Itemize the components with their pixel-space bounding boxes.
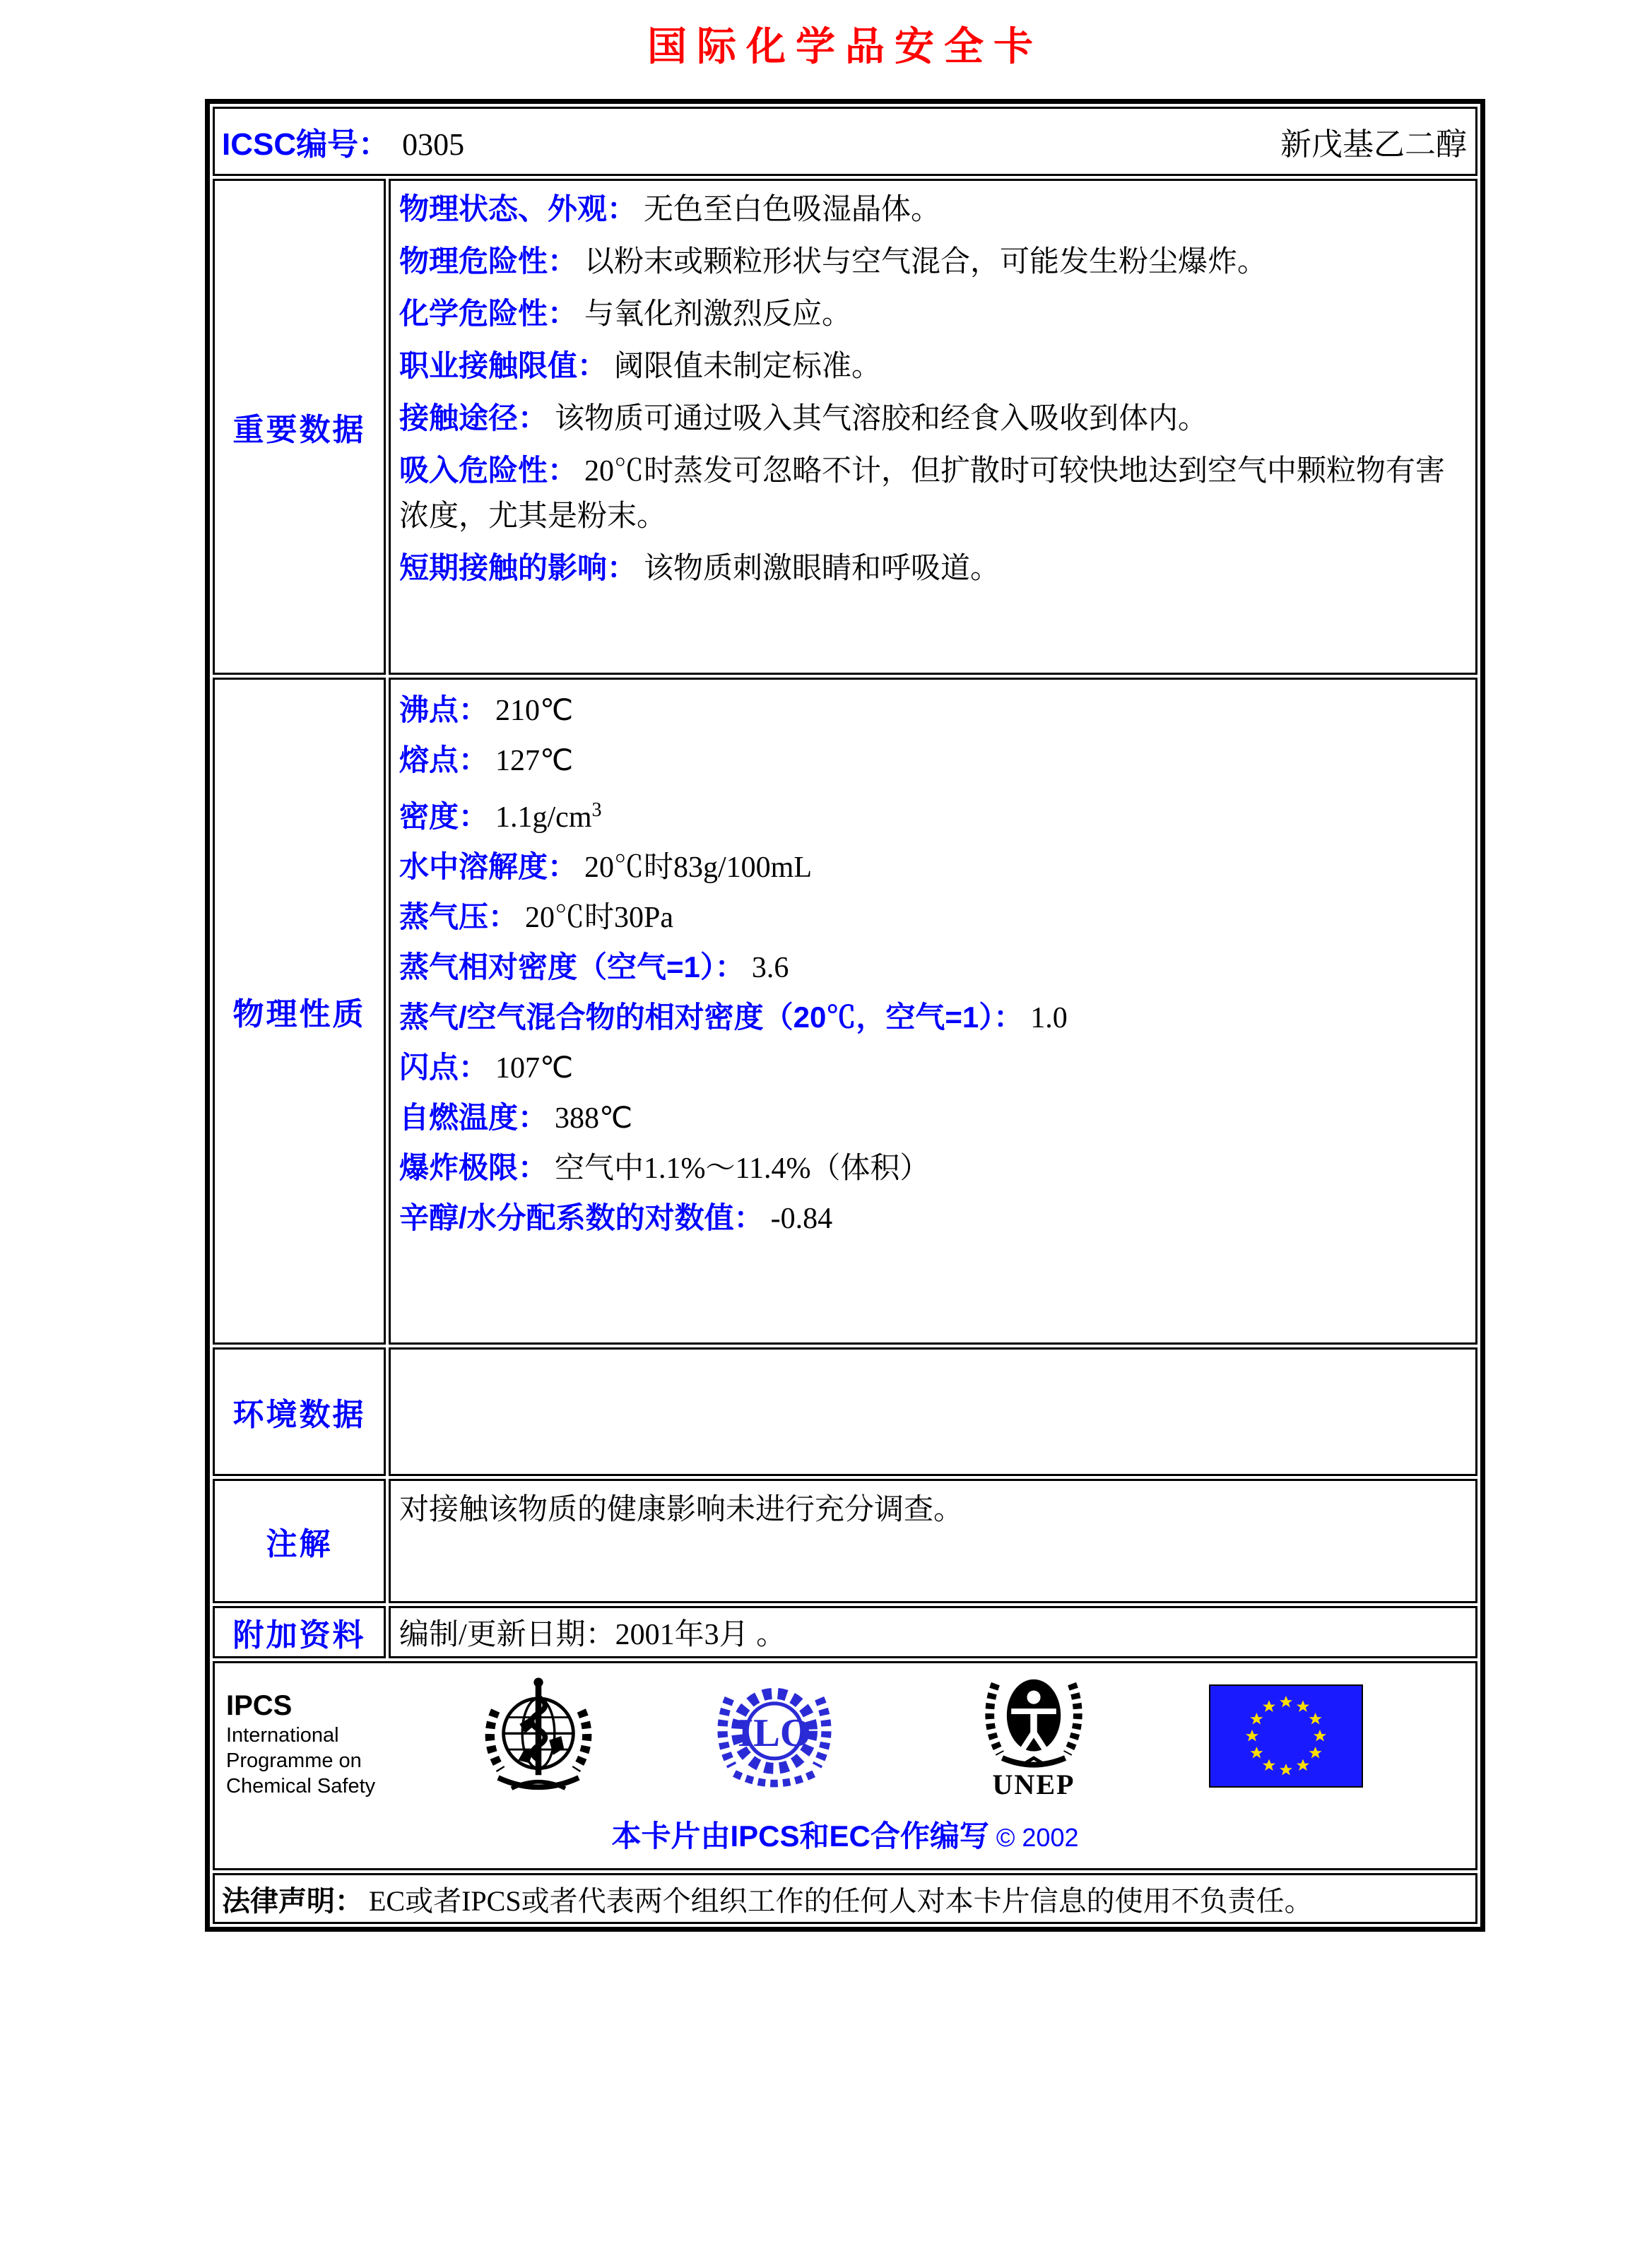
field-row [399,239,1465,285]
field-value: 20℃时30Pa [525,902,674,934]
additional-content: 编制/更新日期：2001年3月 。 [399,1619,786,1651]
field-key: 自燃温度： [399,1101,548,1134]
field-key: 蒸气相对密度（空气=1）： [399,950,745,984]
field-row [399,892,1465,943]
field-row [399,1143,1465,1193]
field-value: 1.1g/cm [495,801,592,834]
who-logo-icon [471,1670,606,1805]
field-key: 职业接触限值： [399,349,608,382]
copyright-text: © 2002 [996,1823,1079,1852]
ipcs-subtitle-line: Programme on [226,1749,362,1772]
ipcs-subtitle-line: International [226,1724,339,1747]
eu-flag-icon [1209,1684,1363,1788]
field-key: 爆炸极限： [399,1151,548,1184]
field-row [399,842,1465,892]
field-key: 沸点： [399,693,489,726]
field-row [399,1193,1465,1244]
field-value: 20℃时83g/100mL [584,851,813,884]
legal-text: EC或者IPCS或者代表两个组织工作的任何人对本卡片信息的使用不负责任。 [369,1884,1313,1917]
section-content-physical [389,678,1477,1345]
field-row [399,786,1465,842]
credit-line [215,1813,1475,1855]
field-value: 107℃ [495,1052,574,1085]
field-value: 127℃ [495,745,574,777]
field-key: 吸入危险性： [399,454,578,487]
field-value: 该物质可通过吸入其气溶胶和经食入吸收到体内。 [555,403,1208,435]
field-key: 物理危险性： [399,244,578,278]
field-value: 388℃ [555,1102,633,1135]
field-row [399,448,1465,539]
credit-text: 本卡片由IPCS和EC合作编写 [611,1819,989,1853]
icsc-number-label: ICSC编号： [222,127,390,162]
page-title: 国际化学品安全卡 [647,24,1043,69]
section-label-cell-environment [213,1347,386,1476]
icsc-card-table [205,99,1485,1932]
ipcs-title: IPCS [226,1690,293,1721]
field-row [399,1093,1465,1143]
ipcs-text-block [226,1689,375,1799]
ilo-letters: ILO [738,1711,811,1756]
field-row [399,993,1465,1043]
field-value: 空气中1.1%～11.4%（体积） [555,1152,930,1185]
field-value: 阈限值未制定标准。 [614,350,882,383]
section-content-environment [389,1347,1477,1476]
field-key: 短期接触的影响： [399,551,637,584]
section-label-additional: 附加资料 [232,1618,366,1653]
field-value: 无色至白色吸湿晶体。 [644,194,941,226]
ilo-logo-icon [712,1676,837,1795]
unep-logo-block [969,1670,1098,1800]
field-row [399,943,1465,993]
field-key: 熔点： [399,743,489,777]
field-value: 以粉末或颗粒形状与空气混合，可能发生粉尘爆炸。 [584,246,1268,278]
card-header-row [213,107,1477,176]
ipcs-subtitle-line: Chemical Safety [226,1775,376,1798]
field-value: 1.0 [1030,1002,1068,1034]
section-label-environment: 环境数据 [232,1398,366,1432]
field-value-superscript: 3 [591,799,602,821]
field-value: 210℃ [495,695,574,727]
field-value: 3.6 [751,952,789,984]
unep-logo-icon [977,1670,1090,1769]
field-key: 化学危险性： [399,297,578,330]
section-label-cell-important [213,179,386,675]
section-label-cell-physical [213,678,386,1345]
field-value: 该物质刺激眼睛和呼吸道。 [644,553,1001,585]
section-content-important [389,179,1477,675]
field-row [399,1043,1465,1093]
section-label-important: 重要数据 [232,413,366,447]
field-key: 密度： [399,800,489,833]
field-value: -0.84 [770,1203,833,1235]
chemical-name: 新戊基乙二醇 [1280,127,1467,162]
field-key: 闪点： [399,1051,489,1084]
field-key: 物理状态、外观： [399,192,637,225]
field-key: 蒸气压： [399,900,519,933]
field-row [399,187,1465,232]
section-content-notes [389,1479,1477,1603]
field-row [399,685,1465,736]
field-row [399,545,1465,591]
section-label-cell-additional [213,1606,386,1658]
field-row [399,396,1465,442]
logos-row [213,1661,1477,1870]
legal-row [213,1873,1477,1924]
section-label-physical: 物理性质 [232,997,366,1032]
field-row [399,736,1465,786]
section-label-cell-notes [213,1479,386,1603]
field-key: 蒸气/空气混合物的相对密度（20℃，空气=1）： [399,1000,1024,1034]
icsc-number-value: 0305 [402,127,465,162]
icsc-number [222,119,464,164]
legal-label: 法律声明： [222,1885,363,1917]
field-key: 接触途径： [399,401,548,435]
section-content-additional [389,1606,1477,1658]
field-row [399,343,1465,389]
field-value: 与氧化剂激烈反应。 [584,298,852,331]
notes-content: 对接触该物质的健康影响未进行充分调查。 [399,1494,964,1526]
section-label-notes: 注解 [266,1527,333,1562]
unep-label: UNEP [992,1769,1075,1800]
field-key: 水中溶解度： [399,850,578,883]
field-value: 20℃时蒸发可忽略不计，但扩散时可较快地达到空气中颗粒物有害浓度，尤其是粉末。 [399,455,1446,533]
field-key: 辛醇/水分配系数的对数值： [399,1201,764,1234]
field-row [399,291,1465,337]
